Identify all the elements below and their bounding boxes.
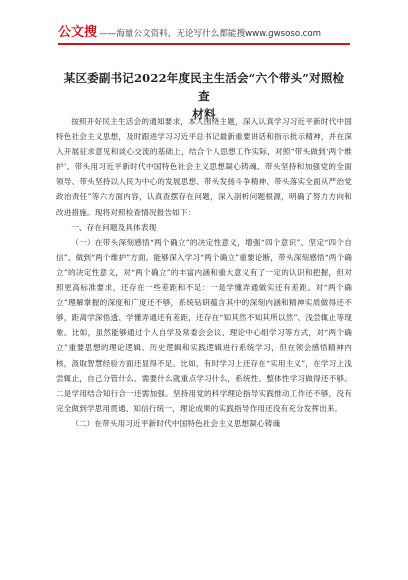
document-title-line-1: 某区委副书记2022年度民主生活会“六个带头”对照检查: [63, 71, 345, 103]
section-heading: 一、存在问题及具体表现: [71, 222, 157, 232]
site-tagline: ——海量公文资料，无论写什么都能搜www.gwsoso.com: [99, 29, 322, 39]
header-divider: [58, 43, 350, 45]
body-paragraph: （一）在带头深刻感悟“两个确立”的决定性意义，增强“四个意识”、坚定“四个自信”、做到“两个维护”方面。能够深入学习“两个确立”重要论断，带头深刻感悟“两个确立”的决定性意义，对“两个确立”的丰富内涵和重大意义有了一定的认识和把握，但对照更高标准要求，还存在一些差距和不足：一是学懂弄通做实还有差距。对“两个确立”理解掌握的深度和广度还不够，系统钻研蕴含其中的深刻内涵和精神实质做得还不够，距离学深悟透、学懂弄通还有差距，还存在“知其然不知其所以然”、浅尝辄止等现象。比如，虽然能够通过个人自学及常委会会议、理论中心组学习等方式，对“两个确立”重要思想的理论逻辑、历史逻辑和实践逻辑进行系统学习，但在领会感悟精神内核，汲取智慧经验方面还显得不足。比如，有时学习上还存在“实用主义”，在学习上浅尝辄止，自己分管什么、需要什么就重点学习什么，系统性、整体性学习做得还不够。二是学用结合知行合一还需加强。坚持用党的科学理论指导实践推动工作还不够，没有完全做到学思用贯通、知信行统一，理论成果的实践指导作用还没有充分发挥出来。: [56, 237, 352, 413]
site-header: [58, 22, 350, 40]
document-body: [56, 114, 352, 431]
site-logo[interactable]: 公文搜: [58, 25, 98, 40]
intro-paragraph: 按照开好民主生活会的通知要求，本人围绕主题，深入认真学习习近平新时代中国特色社会主义思想，及时跟进学习习近平总书记最新重要讲话和指示批示精神，并在深入开展征求意见和谈心交流的基础上，结合个人思想工作实际，对照“带头做到‘两个维护’、带头用习近平新时代中国特色社会主义思想凝心铸魂、带头坚持和加强党的全面领导、带头坚持以人民为中心的发展思想、带头发扬斗争精神、带头落实全面从严治党政治责任”等六方面内容，认真查摆存在问题，深入剖析问题根源，明确了努力方向和改进措施。现将对照检查情况报告如下：: [56, 117, 352, 217]
document-title-line-2: 材料: [192, 107, 216, 121]
subsection-heading: （二）在带头用习近平新时代中国特色社会主义思想凝心铸魂: [71, 418, 281, 428]
